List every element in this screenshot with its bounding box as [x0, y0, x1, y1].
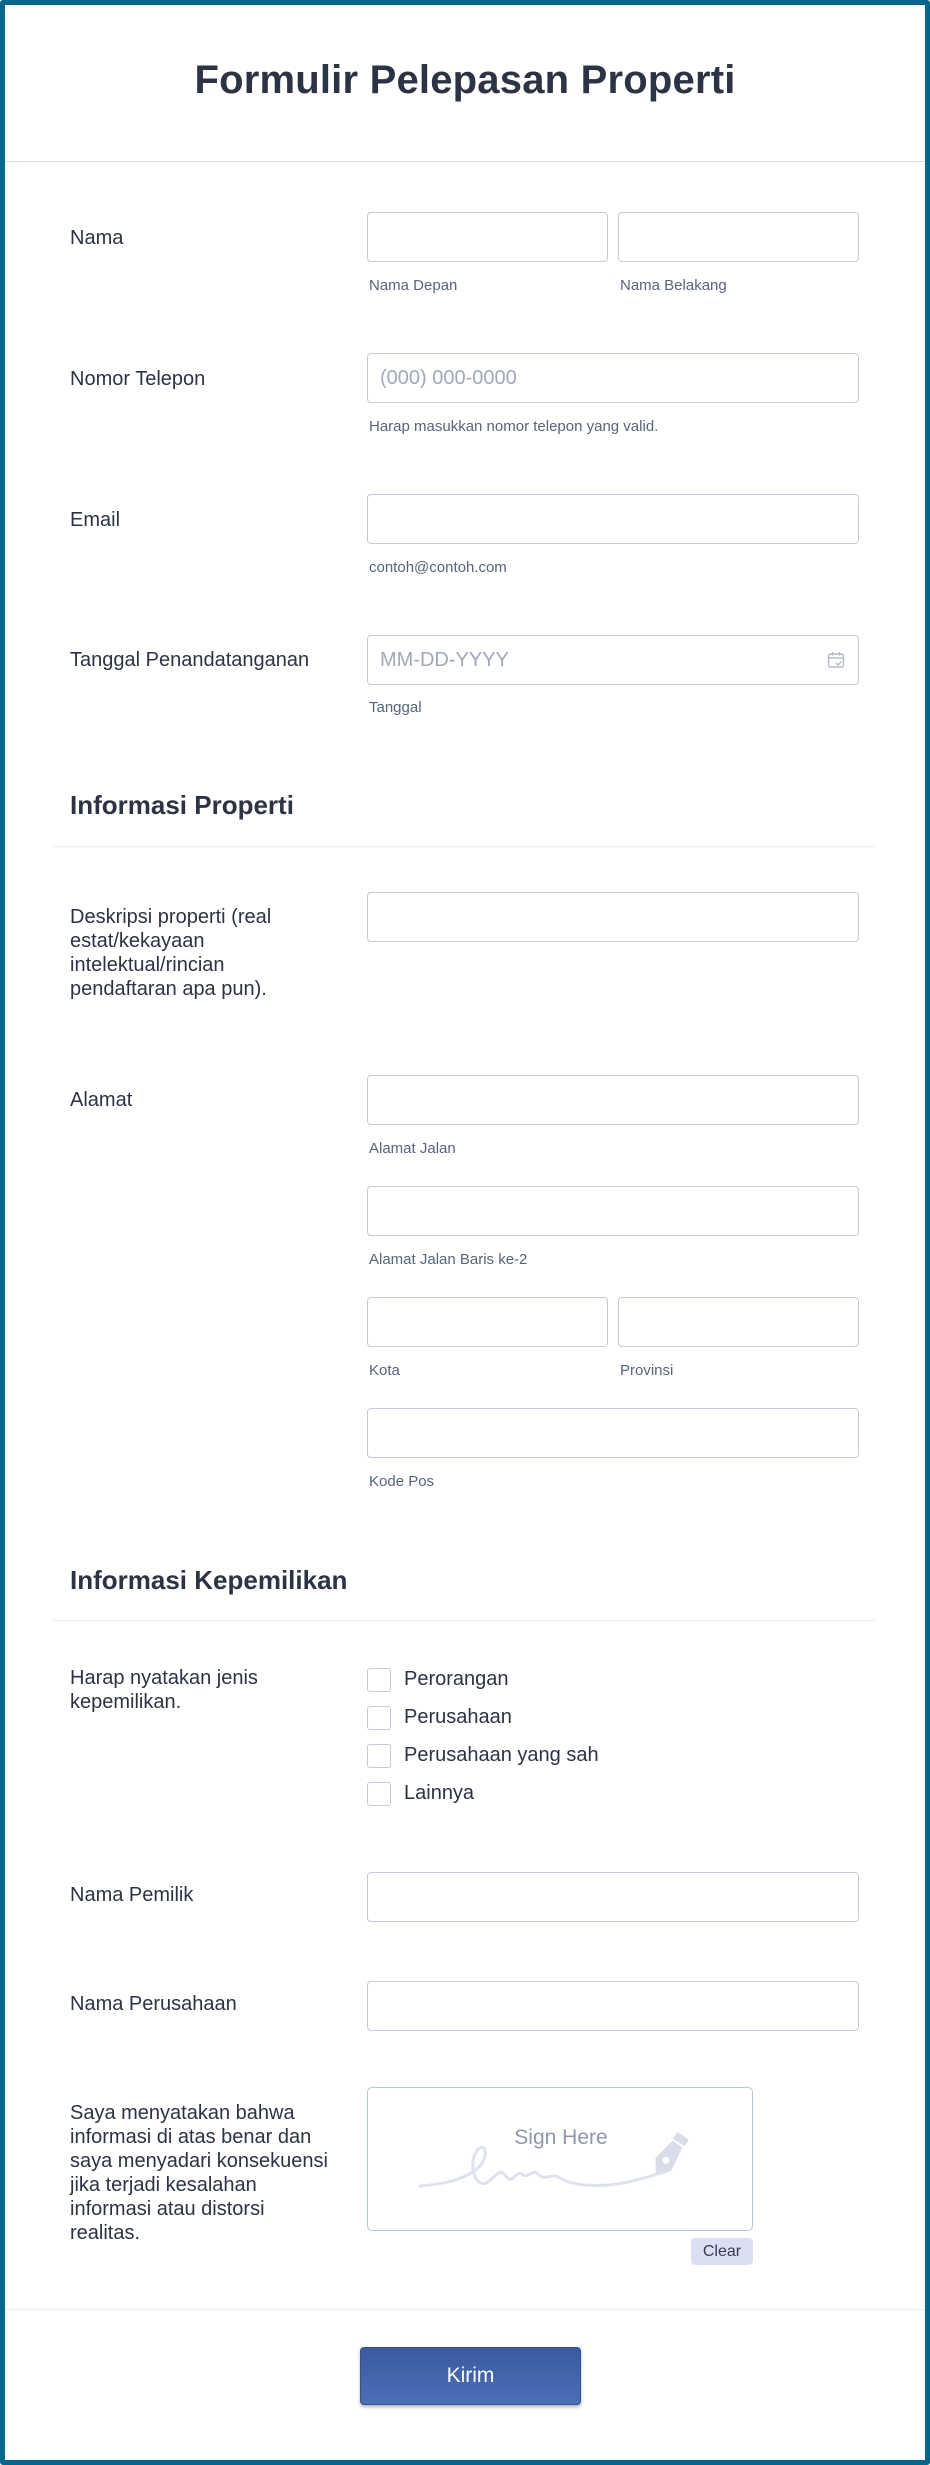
property-section-title: Informasi Properti [70, 790, 294, 820]
property-description-input[interactable] [367, 892, 859, 942]
email-sublabel: contoh@contoh.com [369, 559, 507, 576]
declaration-label: Saya menyatakan bahwa informasi di atas benar dan saya menyadari konsekuensi jika terjadi kesalahan informasi atau distorsi realitas. [70, 2102, 328, 2244]
ownership-section-title: Informasi Kepemilikan [70, 1565, 348, 1595]
calendar-icon[interactable] [826, 650, 846, 670]
postal-code-input[interactable] [367, 1408, 859, 1458]
clear-signature-button[interactable]: Clear [691, 2238, 753, 2265]
sign-date-label: Tanggal Penandatanganan [70, 649, 310, 671]
form-title: Formulir Pelepasan Properti [194, 58, 736, 102]
last-name-sublabel: Nama Belakang [620, 277, 727, 294]
street-address-sublabel: Alamat Jalan [369, 1140, 456, 1157]
first-name-sublabel: Nama Depan [369, 277, 458, 294]
street-address-2-input[interactable] [367, 1186, 859, 1236]
checkbox-label-lainnya[interactable]: Lainnya [404, 1782, 475, 1804]
city-input[interactable] [367, 1297, 608, 1347]
phone-label: Nomor Telepon [70, 368, 206, 390]
postal-code-sublabel: Kode Pos [369, 1473, 435, 1490]
checkbox-perorangan[interactable] [367, 1668, 391, 1692]
company-name-input[interactable] [367, 1981, 859, 2031]
street-address-2-sublabel: Alamat Jalan Baris ke-2 [369, 1251, 528, 1268]
checkbox-perusahaan[interactable] [367, 1706, 391, 1730]
city-sublabel: Kota [369, 1362, 400, 1379]
checkbox-perusahaan-sah[interactable] [367, 1744, 391, 1768]
sign-date-input[interactable] [367, 635, 859, 685]
owner-name-label: Nama Pemilik [70, 1884, 194, 1906]
checkbox-label-perorangan[interactable]: Perorangan [404, 1668, 509, 1690]
name-label: Nama [70, 227, 124, 249]
phone-input[interactable] [367, 353, 859, 403]
checkbox-label-perusahaan-sah[interactable]: Perusahaan yang sah [404, 1744, 599, 1766]
phone-sublabel: Harap masukkan nomor telepon yang valid. [369, 418, 659, 435]
footer-divider [5, 2309, 925, 2310]
sign-here-placeholder: Sign Here [514, 2126, 608, 2149]
submit-button[interactable]: Kirim [360, 2347, 581, 2405]
checkbox-label-perusahaan[interactable]: Perusahaan [404, 1706, 512, 1728]
street-address-input[interactable] [367, 1075, 859, 1125]
email-label: Email [70, 509, 121, 531]
last-name-input[interactable] [618, 212, 859, 262]
first-name-input[interactable] [367, 212, 608, 262]
owner-name-input[interactable] [367, 1872, 859, 1922]
sign-date-sublabel: Tanggal [369, 699, 422, 716]
ownership-section-divider [52, 1620, 875, 1621]
property-section-divider [52, 846, 875, 847]
address-label: Alamat [70, 1089, 133, 1111]
signature-scribble-icon [418, 2128, 718, 2198]
company-name-label: Nama Perusahaan [70, 1993, 237, 2015]
signature-pad[interactable] [367, 2087, 753, 2231]
ownership-type-label: Harap nyatakan jenis kepemilikan. [70, 1667, 258, 1713]
province-input[interactable] [618, 1297, 859, 1347]
province-sublabel: Provinsi [620, 1362, 674, 1379]
email-input[interactable] [367, 494, 859, 544]
checkbox-lainnya[interactable] [367, 1782, 391, 1806]
header-divider [5, 161, 925, 162]
property-description-label: Deskripsi properti (real estat/kekayaan intelektual/rincian pendaftaran apa pun). [70, 906, 272, 1000]
